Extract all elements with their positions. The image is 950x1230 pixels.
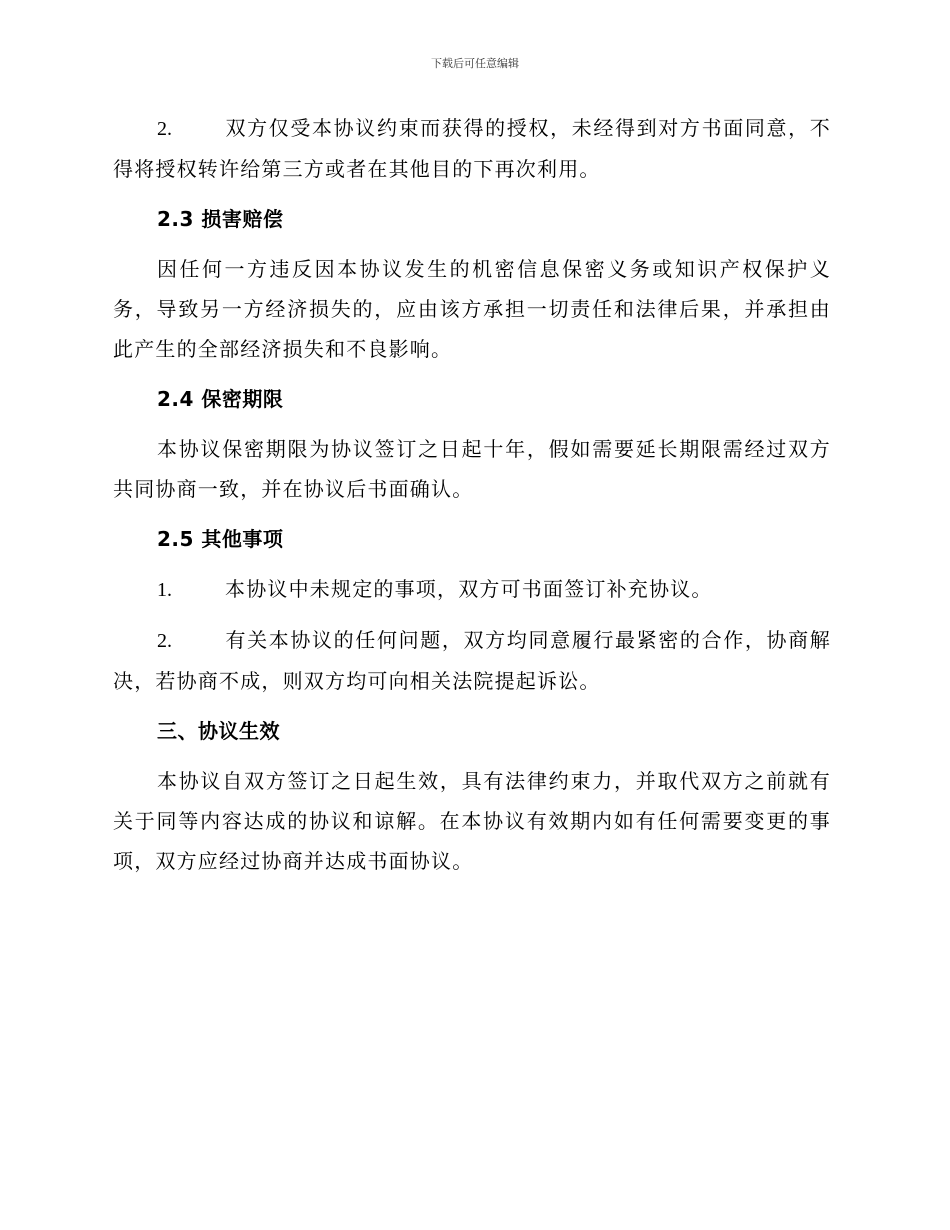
item-number: 2. <box>157 630 172 652</box>
section-heading-2-3: 2.3 损害赔偿 <box>157 207 284 231</box>
item-number: 1. <box>157 579 172 601</box>
section-heading-2-5: 2.5 其他事项 <box>157 527 284 551</box>
section-heading-3: 三、协议生效 <box>157 719 280 743</box>
item-text: 本协议中未规定的事项，双方可书面签订补充协议。 <box>225 577 713 601</box>
paragraph-confidentiality-period: 本协议保密期限为协议签订之日起十年，假如需要延长期限需经过双方共同协商一致，并在协议后书面确认。 <box>113 437 831 501</box>
section-heading-2-4: 2.4 保密期限 <box>157 387 284 411</box>
paragraph-effectiveness: 本协议自双方签订之日起生效，具有法律约束力，并取代双方之前就有关于同等内容达成的协议和谅解。在本协议有效期内如有任何需要变更的事项，双方应经过协商并达成书面协议。 <box>113 769 831 873</box>
document-body <box>113 108 831 881</box>
numbered-item-1 <box>113 569 831 610</box>
item-text: 有关本协议的任何问题，双方均同意履行最紧密的合作，协商解决，若协商不成，则双方均可向相关法院提起诉讼。 <box>113 628 831 693</box>
paragraph-damages: 因任何一方违反因本协议发生的机密信息保密义务或知识产权保护义务，导致另一方经济损失的，应由该方承担一切责任和法律后果，并承担由此产生的全部经济损失和不良影响。 <box>113 257 831 361</box>
numbered-item-2 <box>113 108 831 189</box>
item-number: 2. <box>157 118 172 140</box>
item-text: 双方仅受本协议约束而获得的授权，未经得到对方书面同意，不得将授权转许给第三方或者在其他目的下再次利用。 <box>113 116 831 181</box>
numbered-item-2 <box>113 620 831 701</box>
page-header: 下载后可任意编辑 <box>431 57 519 70</box>
